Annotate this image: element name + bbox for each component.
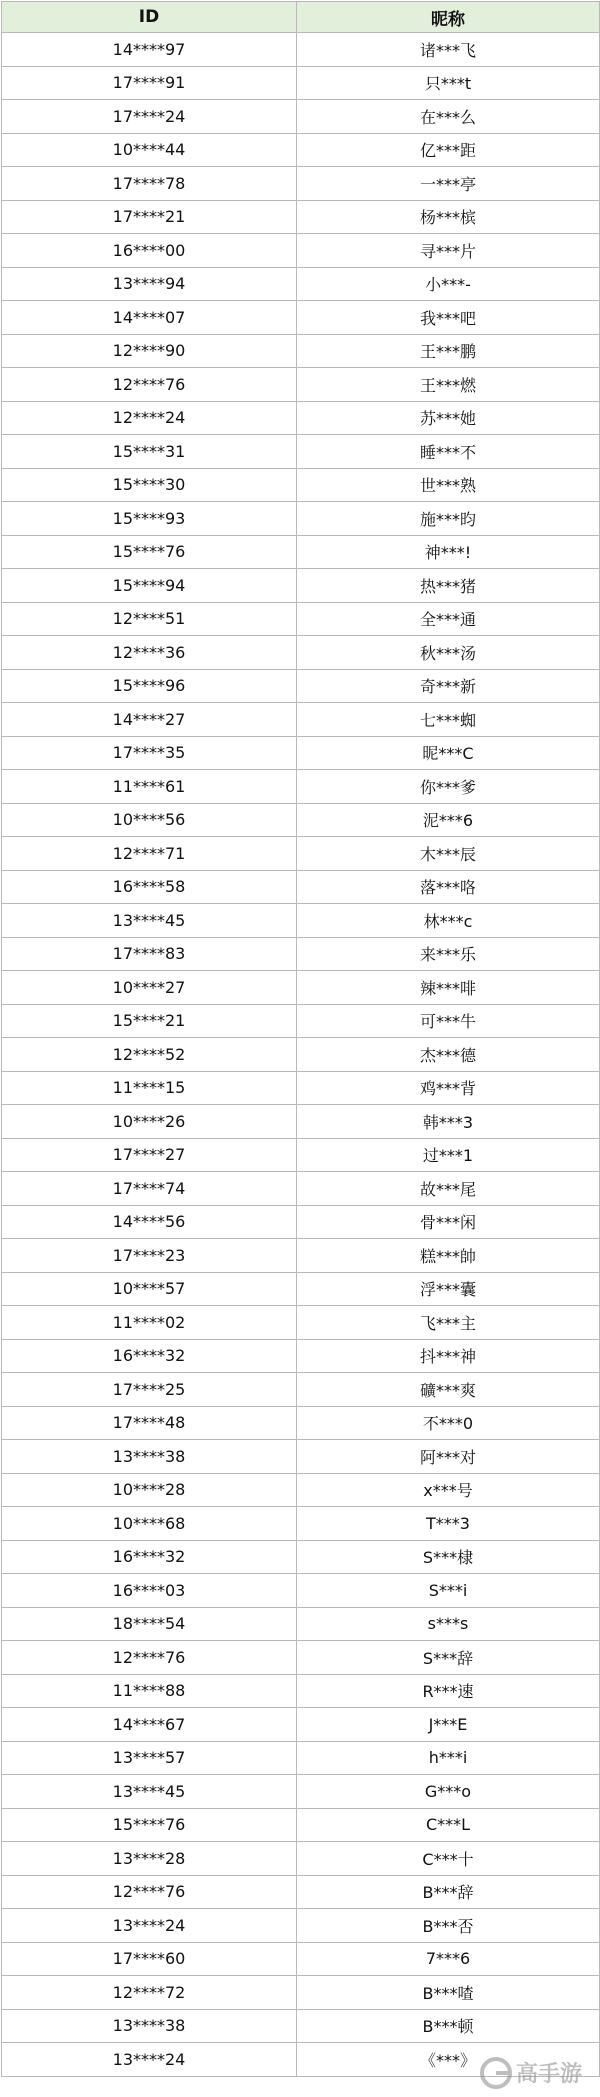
table-row [2,1507,600,1541]
table-row [2,401,600,435]
cell-id: 15****21 [2,1004,297,1038]
cell-nickname: x***号 [297,1473,600,1507]
table-row [2,904,600,938]
table-row [2,1708,600,1742]
table-row [2,1875,600,1909]
table-row [2,1172,600,1206]
cell-id: 13****57 [2,1741,297,1775]
cell-id: 17****91 [2,66,297,100]
watermark-logo [478,2053,590,2093]
table-row [2,1641,600,1675]
cell-id: 12****24 [2,401,297,435]
cell-nickname: B***喳 [297,1976,600,2010]
cell-nickname: 王***燃 [297,368,600,402]
cell-nickname: 礦***爽 [297,1373,600,1407]
cell-id: 14****56 [2,1205,297,1239]
cell-id: 15****94 [2,569,297,603]
cell-id: 17****21 [2,200,297,234]
cell-nickname: 小***- [297,267,600,301]
table-row [2,636,600,670]
cell-id: 17****27 [2,1138,297,1172]
cell-id: 16****32 [2,1339,297,1373]
cell-id: 10****28 [2,1473,297,1507]
cell-id: 13****24 [2,1909,297,1943]
table-row [2,66,600,100]
table-row [2,1976,600,2010]
cell-id: 17****23 [2,1239,297,1273]
cell-nickname: 只***t [297,66,600,100]
cell-nickname: 我***吧 [297,301,600,335]
cell-nickname: 阿***对 [297,1440,600,1474]
table-row [2,937,600,971]
cell-id: 11****88 [2,1674,297,1708]
cell-id: 13****38 [2,2009,297,2043]
table-row [2,1808,600,1842]
user-table [1,1,600,2077]
table-row [2,502,600,536]
cell-nickname: 7***6 [297,1942,600,1976]
cell-id: 17****83 [2,937,297,971]
table-row [2,1540,600,1574]
cell-id: 10****44 [2,133,297,167]
cell-nickname: 过***1 [297,1138,600,1172]
cell-nickname: C***十 [297,1842,600,1876]
table-row [2,267,600,301]
cell-nickname: B***顿 [297,2009,600,2043]
cell-nickname: 韩***3 [297,1105,600,1139]
cell-id: 15****93 [2,502,297,536]
cell-nickname: 落***咯 [297,870,600,904]
table-row [2,736,600,770]
cell-id: 10****68 [2,1507,297,1541]
cell-nickname: 浮***囊 [297,1272,600,1306]
table-row [2,1004,600,1038]
cell-nickname: 热***猪 [297,569,600,603]
table-row [2,368,600,402]
cell-nickname: S***棣 [297,1540,600,1574]
cell-id: 12****90 [2,334,297,368]
cell-id: 16****03 [2,1574,297,1608]
table-row [2,234,600,268]
table-row [2,803,600,837]
cell-nickname: 林***c [297,904,600,938]
column-header-id: ID [2,2,297,33]
cell-id: 17****74 [2,1172,297,1206]
cell-nickname: B***否 [297,1909,600,1943]
table-row [2,334,600,368]
table-row [2,2009,600,2043]
cell-nickname: 鸡***背 [297,1071,600,1105]
table-row [2,971,600,1005]
table-row [2,200,600,234]
table-row [2,1440,600,1474]
cell-nickname: R***速 [297,1674,600,1708]
table-row [2,1473,600,1507]
table-row [2,1406,600,1440]
cell-id: 17****25 [2,1373,297,1407]
cell-nickname: 你***爹 [297,770,600,804]
cell-id: 12****76 [2,368,297,402]
table-row [2,1272,600,1306]
cell-id: 10****27 [2,971,297,1005]
cell-nickname: 一***亭 [297,167,600,201]
table-row [2,1306,600,1340]
cell-nickname: 抖***神 [297,1339,600,1373]
table-row [2,569,600,603]
cell-nickname: 秋***汤 [297,636,600,670]
cell-id: 13****45 [2,904,297,938]
cell-id: 16****00 [2,234,297,268]
table-row [2,1373,600,1407]
table-row [2,1071,600,1105]
cell-id: 10****56 [2,803,297,837]
cell-id: 10****26 [2,1105,297,1139]
cell-nickname: 亿***距 [297,133,600,167]
table-row [2,1138,600,1172]
cell-id: 16****58 [2,870,297,904]
table-row [2,1842,600,1876]
cell-nickname: C***L [297,1808,600,1842]
cell-id: 18****54 [2,1607,297,1641]
cell-id: 17****35 [2,736,297,770]
table-row [2,1339,600,1373]
cell-id: 12****72 [2,1976,297,2010]
table-row [2,33,600,67]
watermark-text: 高手游 [516,2062,583,2087]
table-row [2,837,600,871]
cell-nickname: 施***昀 [297,502,600,536]
cell-nickname: 骨***闲 [297,1205,600,1239]
cell-id: 12****76 [2,1875,297,1909]
cell-nickname: 苏***她 [297,401,600,435]
cell-nickname: 故***尾 [297,1172,600,1206]
cell-id: 15****76 [2,535,297,569]
table-row [2,133,600,167]
cell-nickname: 王***鹏 [297,334,600,368]
cell-id: 11****02 [2,1306,297,1340]
column-header-nickname: 昵称 [297,2,600,33]
cell-nickname: 全***通 [297,602,600,636]
table-row [2,1574,600,1608]
cell-nickname: 寻***片 [297,234,600,268]
cell-id: 16****32 [2,1540,297,1574]
cell-id: 14****67 [2,1708,297,1742]
cell-nickname: 诸***飞 [297,33,600,67]
cell-nickname: 飞***主 [297,1306,600,1340]
table-row [2,167,600,201]
cell-nickname: 睡***不 [297,435,600,469]
cell-id: 12****52 [2,1038,297,1072]
cell-nickname: s***s [297,1607,600,1641]
cell-id: 13****94 [2,267,297,301]
cell-id: 11****15 [2,1071,297,1105]
table-row [2,1607,600,1641]
cell-nickname: 杨***槟 [297,200,600,234]
cell-nickname: 七***蜘 [297,703,600,737]
cell-nickname: S***i [297,1574,600,1608]
cell-id: 15****96 [2,669,297,703]
cell-nickname: 可***牛 [297,1004,600,1038]
table-row [2,1239,600,1273]
cell-nickname: 糕***帥 [297,1239,600,1273]
table-row [2,1105,600,1139]
table-row [2,1205,600,1239]
cell-id: 17****78 [2,167,297,201]
cell-nickname: 来***乐 [297,937,600,971]
cell-id: 12****36 [2,636,297,670]
table-row [2,1038,600,1072]
cell-id: 15****30 [2,468,297,502]
table-row [2,602,600,636]
cell-nickname: 木***辰 [297,837,600,871]
cell-id: 17****48 [2,1406,297,1440]
table-row [2,100,600,134]
cell-nickname: 世***熟 [297,468,600,502]
cell-nickname: G***o [297,1775,600,1809]
table-body [2,33,600,2077]
cell-nickname: 奇***新 [297,669,600,703]
table-row [2,301,600,335]
cell-nickname: 昵***C [297,736,600,770]
table-row [2,870,600,904]
cell-nickname: J***E [297,1708,600,1742]
table-row [2,1775,600,1809]
table-row [2,1741,600,1775]
table-row [2,1674,600,1708]
cell-nickname: 辣***啡 [297,971,600,1005]
cell-id: 14****07 [2,301,297,335]
cell-id: 12****51 [2,602,297,636]
cell-id: 13****24 [2,2043,297,2077]
header-row [2,2,600,33]
cell-id: 15****31 [2,435,297,469]
cell-nickname: 杰***德 [297,1038,600,1072]
cell-nickname: 神***! [297,535,600,569]
cell-nickname: 《***》 [297,2043,600,2077]
cell-id: 11****61 [2,770,297,804]
cell-id: 13****38 [2,1440,297,1474]
cell-nickname: 在***么 [297,100,600,134]
cell-id: 15****76 [2,1808,297,1842]
table-row [2,535,600,569]
cell-id: 14****27 [2,703,297,737]
cell-nickname: T***3 [297,1507,600,1541]
cell-id: 10****57 [2,1272,297,1306]
cell-id: 13****28 [2,1842,297,1876]
table-row [2,669,600,703]
cell-id: 17****24 [2,100,297,134]
table-row [2,1909,600,1943]
table-row [2,1942,600,1976]
cell-id: 13****45 [2,1775,297,1809]
table-row [2,468,600,502]
cell-id: 12****76 [2,1641,297,1675]
cell-nickname: S***辞 [297,1641,600,1675]
cell-nickname: 不***0 [297,1406,600,1440]
cell-id: 12****71 [2,837,297,871]
cell-nickname: 泥***6 [297,803,600,837]
cell-id: 17****60 [2,1942,297,1976]
table-row [2,703,600,737]
table-row [2,770,600,804]
cell-nickname: h***i [297,1741,600,1775]
table-row [2,435,600,469]
cell-nickname: B***辞 [297,1875,600,1909]
cell-id: 14****97 [2,33,297,67]
